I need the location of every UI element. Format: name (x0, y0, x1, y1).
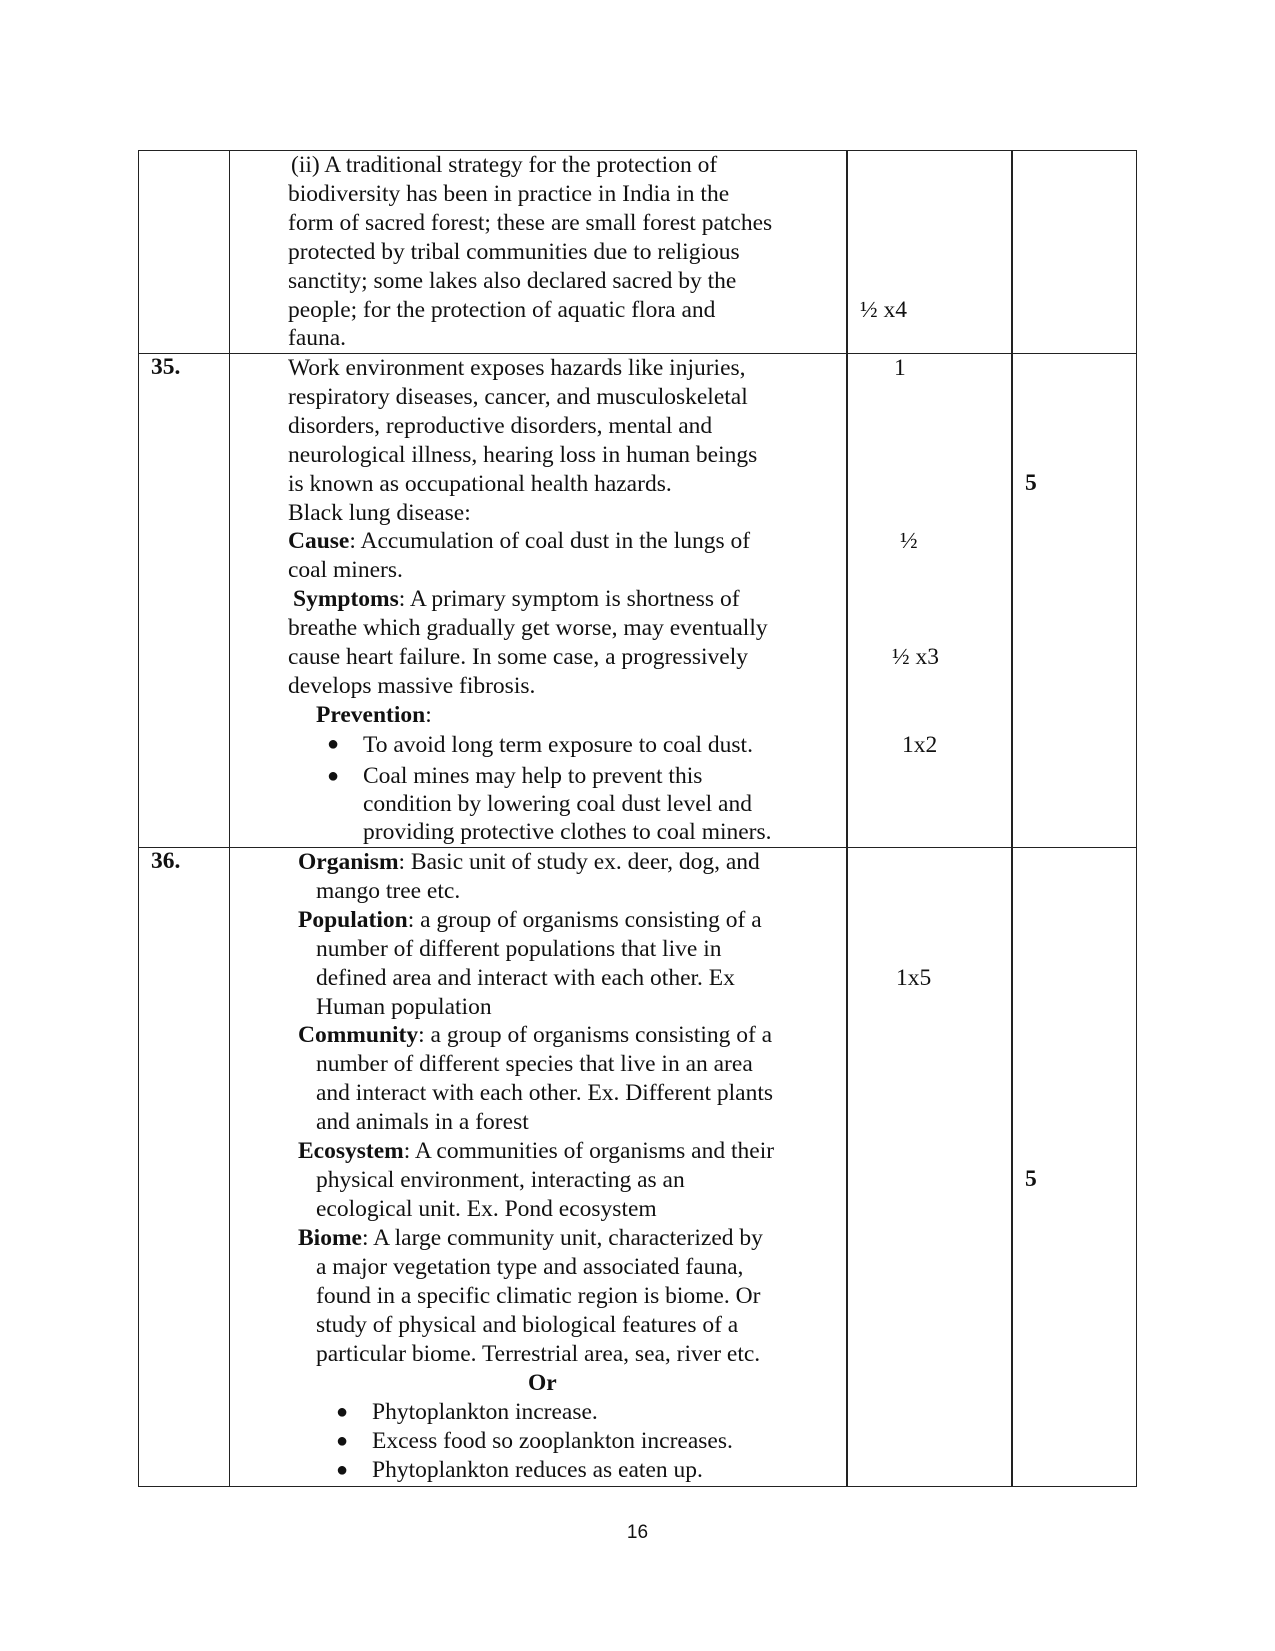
table-border (138, 1486, 1137, 1487)
community-line (298, 1021, 772, 1050)
marks-cell (846, 150, 1011, 353)
total-cell (1011, 847, 1137, 1486)
organism-label: Organism (298, 849, 399, 875)
table-border (138, 150, 1137, 151)
mark-value: ½ x4 (860, 297, 907, 323)
answer-table (138, 150, 1137, 1486)
ecosystem-text: : A communities of organisms and their (403, 1138, 775, 1164)
total-cell (1011, 353, 1137, 847)
answer-line: defined area and interact with each other. Ex (316, 965, 735, 991)
population-line (298, 906, 762, 935)
table-row (138, 353, 1137, 847)
answer-line: number of different species that live in an area (316, 1051, 753, 1077)
answer-line: respiratory diseases, cancer, and musculoskeletal (288, 384, 748, 410)
answer-line: breathe which gradually get worse, may eventually (288, 615, 768, 641)
bullet-icon: ● (336, 1430, 349, 1452)
population-text: : a group of organisms consisting of a (407, 907, 762, 933)
answer-line: Black lung disease: (288, 500, 471, 526)
symptoms-label: Symptoms (293, 586, 399, 612)
list-item: To avoid long term exposure to coal dust. (363, 732, 753, 758)
list-item: Excess food so zooplankton increases. (372, 1428, 733, 1454)
answer-cell (229, 353, 846, 847)
symptoms-line (293, 585, 740, 614)
ecosystem-line (298, 1137, 774, 1166)
mark-value: 1x5 (896, 965, 932, 991)
qno-cell (138, 353, 229, 847)
answer-line: mango tree etc. (316, 878, 461, 904)
table-row (138, 150, 1137, 353)
symptoms-text: : A primary symptom is shortness of (398, 586, 740, 612)
answer-cell (229, 150, 846, 353)
prevention-label: Prevention (316, 702, 426, 728)
answer-line: Human population (316, 994, 492, 1020)
ecosystem-label: Ecosystem (298, 1138, 404, 1164)
table-border (138, 353, 1137, 354)
answer-line: biodiversity has been in practice in India in the (288, 181, 730, 207)
bullet-icon: ● (327, 765, 340, 787)
community-label: Community (298, 1022, 419, 1048)
answer-line: (ii) A traditional strategy for the protection of (291, 152, 718, 178)
answer-line: ecological unit. Ex. Pond ecosystem (316, 1196, 657, 1222)
biome-line (298, 1224, 763, 1253)
bullet-icon: ● (336, 1401, 349, 1423)
list-item: Coal mines may help to prevent this (363, 763, 703, 789)
total-marks: 5 (1025, 1166, 1037, 1192)
answer-line: coal miners. (288, 557, 403, 583)
total-cell (1011, 150, 1137, 353)
list-item: Phytoplankton reduces as eaten up. (372, 1457, 703, 1483)
answer-cell (229, 847, 846, 1486)
organism-line (298, 848, 760, 877)
cause-line (288, 527, 750, 556)
answer-line: number of different populations that live in (316, 936, 722, 962)
biome-label: Biome (298, 1225, 362, 1251)
page-number: 16 (626, 1522, 649, 1543)
mark-value: 1x2 (902, 732, 938, 758)
answer-line: sanctity; some lakes also declared sacred by the (288, 268, 737, 294)
bullet-icon: ● (327, 733, 340, 755)
answer-line: and interact with each other. Ex. Different plants (316, 1080, 773, 1106)
answer-line: study of physical and biological features of a (316, 1312, 739, 1338)
answer-line: cause heart failure. In some case, a progressively (288, 644, 749, 670)
list-item: Phytoplankton increase. (372, 1399, 598, 1425)
answer-line: a major vegetation type and associated fauna, (316, 1254, 744, 1280)
question-number: 35. (151, 354, 181, 380)
prevention-colon: : (425, 702, 432, 728)
table-border (138, 847, 1137, 848)
cause-text: : Accumulation of coal dust in the lungs of (349, 528, 751, 554)
prevention-line (316, 701, 432, 730)
biome-text: : A large community unit, characterized by (361, 1225, 763, 1251)
answer-line: and animals in a forest (316, 1109, 529, 1135)
mark-value: 1 (894, 355, 906, 381)
list-item: condition by lowering coal dust level and (363, 791, 752, 817)
bullet-icon: ● (336, 1459, 349, 1481)
question-number: 36. (151, 848, 181, 874)
answer-line: fauna. (288, 325, 347, 351)
table-row (138, 847, 1137, 1486)
or-heading: Or (528, 1370, 557, 1396)
list-item: providing protective clothes to coal miners. (363, 819, 772, 845)
answer-line: is known as occupational health hazards. (288, 471, 672, 497)
answer-line: Work environment exposes hazards like injuries, (288, 355, 746, 381)
answer-line: develops massive fibrosis. (288, 673, 536, 699)
marks-cell (846, 847, 1011, 1486)
answer-line: protected by tribal communities due to religious (288, 239, 740, 265)
organism-text: : Basic unit of study ex. deer, dog, and (398, 849, 760, 875)
total-marks: 5 (1025, 470, 1037, 496)
mark-value: ½ (900, 528, 918, 554)
mark-value: ½ x3 (892, 644, 939, 670)
answer-line: found in a specific climatic region is biome. Or (316, 1283, 761, 1309)
population-label: Population (298, 907, 408, 933)
answer-line: form of sacred forest; these are small forest patches (288, 210, 773, 236)
community-text: : a group of organisms consisting of a (418, 1022, 773, 1048)
qno-cell (138, 150, 229, 353)
marks-cell (846, 353, 1011, 847)
cause-label: Cause (288, 528, 350, 554)
answer-line: neurological illness, hearing loss in human beings (288, 442, 758, 468)
qno-cell (138, 847, 229, 1486)
answer-line: physical environment, interacting as an (316, 1167, 685, 1193)
answer-line: disorders, reproductive disorders, mental and (288, 413, 713, 439)
answer-line: people; for the protection of aquatic flora and (288, 297, 716, 323)
answer-line: particular biome. Terrestrial area, sea, river etc. (316, 1341, 761, 1367)
